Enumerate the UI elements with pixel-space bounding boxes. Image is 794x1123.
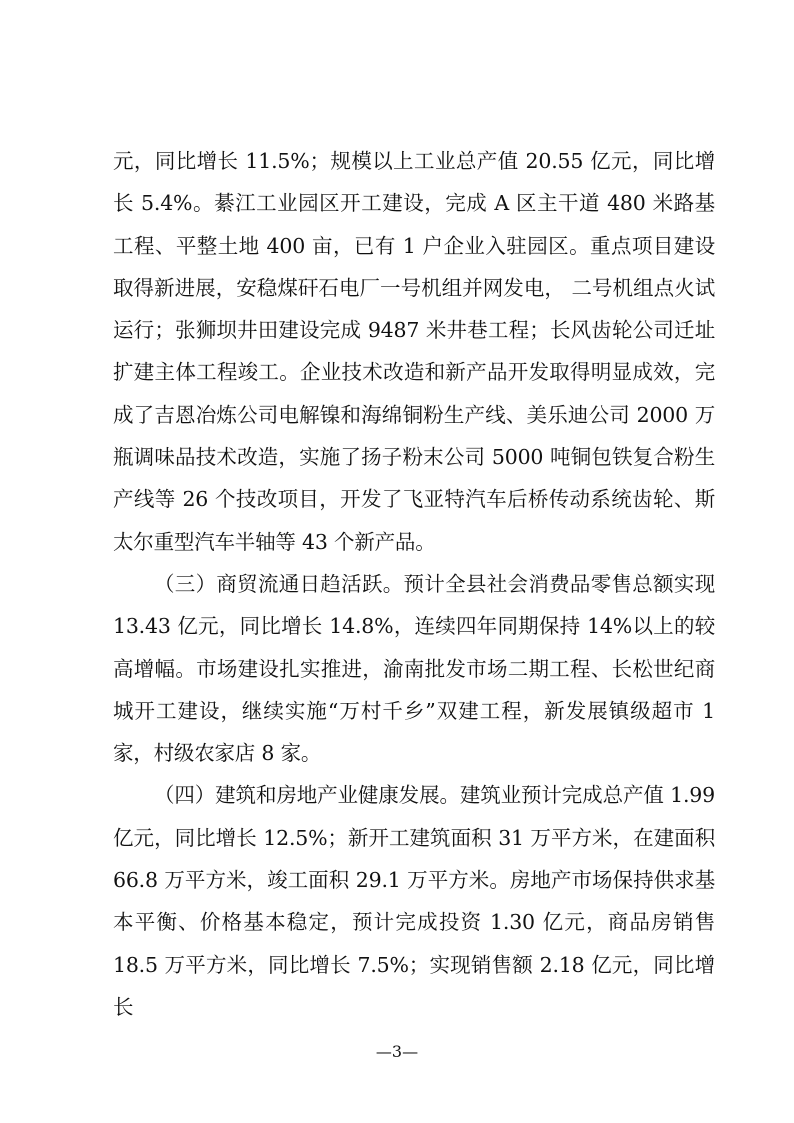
paragraph-commerce: （三）商贸流通日趋活跃。预计全县社会消费品零售总额实现 13.43 亿元，同比增长 14.8%，连续四年同期保持 14%以上的较高增幅。市场建设扎实推进，渝南批发市场二期工程、长松世纪商城开工建设，继续实施“万村千乡”双建工程，新发展镇级超市 1 家，村级农家店 8 家。 xyxy=(113,571,715,766)
page-number: —3— xyxy=(375,1042,419,1061)
paragraph-construction: （四）建筑和房地产业健康发展。建筑业预计完成总产值 1.99 亿元，同比增长 12.5%；新开工建筑面积 31 万平方米，在建面积 66.8 万平方米，竣工面积 29.1 万平方米。房地产市场保持供求基本平衡、价格基本稳定，预计完成投资 1.30 亿元，商品房销售 18.5 万平方米，同比增长 7.5%；实现销售额 2.18 亿元，同比增长 xyxy=(113,783,715,1019)
paragraph-industry: 元，同比增长 11.5%；规模以上工业总产值 20.55 亿元，同比增长 5.4%。綦江工业园区开工建设，完成 A 区主干道 480 米路基工程、平整土地 400 亩，已有 1 户企业入驻园区。重点项目建设取得新进展，安稳煤矸石电厂一号机组并网发电， 二号机组点火试运行；张狮坝井田建设完成 9487 米井巷工程；长风齿轮公司迁址扩建主体工程竣工。企业技术改造和新产品开发取得明显成效，完成了吉恩冶炼公司电解镍和海绵铜粉生产线、美乐迪公司 2000 万瓶调味品技术改造，实施了扬子粉末公司 5000 吨铜包铁复合粉生产线等 26 个技改项目，开发了飞亚特汽车后桥传动系统齿轮、斯太尔重型汽车半轴等 43 个新产品。 xyxy=(113,149,715,554)
document-body xyxy=(113,140,715,1028)
